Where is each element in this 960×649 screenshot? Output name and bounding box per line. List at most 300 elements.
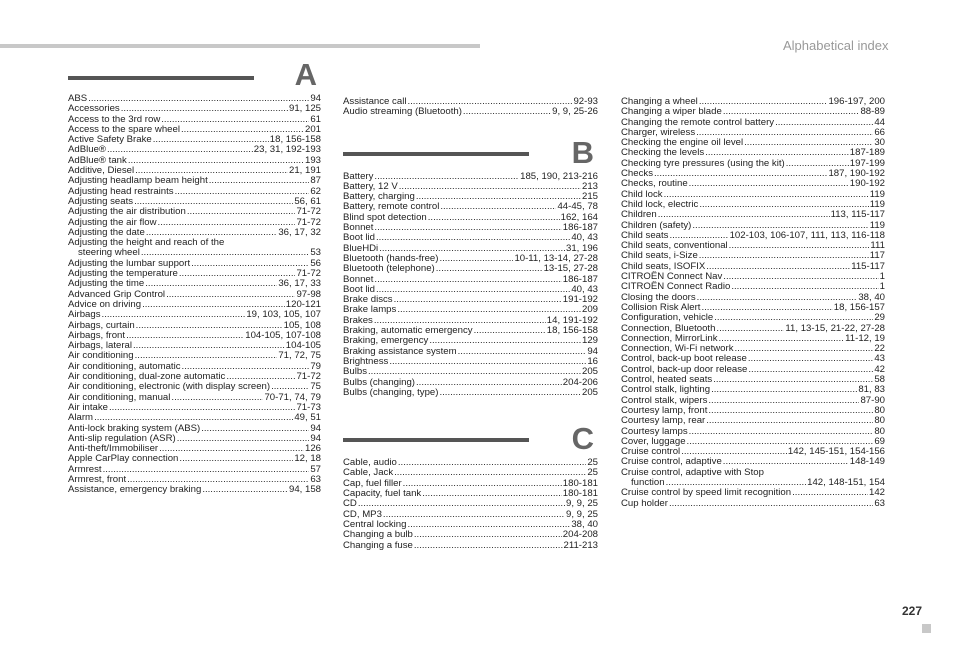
index-entry-term: Child seats bbox=[621, 229, 669, 241]
dot-leader bbox=[428, 213, 560, 223]
index-entry-pages: 190-192 bbox=[849, 178, 885, 190]
index-entry-term: AdBlue® tank bbox=[68, 154, 127, 166]
index-entry-pages: 186-187 bbox=[562, 222, 598, 234]
index-entry-term: CD, MP3 bbox=[343, 508, 382, 520]
dot-leader bbox=[209, 176, 310, 186]
section-letter: B bbox=[571, 134, 594, 170]
index-entry-term: Airbags, lateral bbox=[68, 340, 132, 352]
index-list-a-part1 bbox=[68, 94, 321, 496]
index-entry-term: Closing the doors bbox=[621, 291, 696, 303]
dot-leader bbox=[399, 182, 581, 192]
index-entry-term: Capacity, fuel tank bbox=[343, 488, 422, 500]
dot-leader bbox=[458, 347, 587, 357]
dot-leader bbox=[439, 254, 513, 264]
dot-leader bbox=[706, 416, 873, 426]
dot-leader bbox=[179, 454, 293, 464]
section-rule bbox=[68, 76, 254, 80]
index-entry-term: Child seats, ISOFIX bbox=[621, 260, 706, 272]
index-entry-pages: 80 bbox=[874, 404, 885, 416]
index-entry-term: Collision Risk Alert bbox=[621, 301, 701, 313]
index-entry bbox=[68, 310, 321, 320]
index-entry-term: Brakes bbox=[343, 314, 373, 326]
dot-leader bbox=[701, 303, 832, 313]
index-entry-pages: 71-72 bbox=[296, 371, 321, 383]
index-entry-term: Courtesy lamp, rear bbox=[621, 415, 706, 427]
index-entry-pages: 14, 191-192 bbox=[546, 314, 598, 326]
index-entry-pages: 204-208 bbox=[562, 529, 598, 541]
index-entry-term: Cruise control by speed limit recognition bbox=[621, 487, 792, 499]
dot-leader bbox=[716, 324, 784, 334]
index-column-2 bbox=[343, 97, 598, 551]
index-entry-term: Adjusting headlamp beam height bbox=[68, 175, 208, 187]
index-entry-term: Assistance, emergency braking bbox=[68, 484, 202, 496]
index-entry-pages: 16 bbox=[587, 355, 598, 367]
index-entry-term: CITROËN Connect Nav bbox=[621, 271, 723, 283]
index-entry-term: ABS bbox=[68, 93, 88, 104]
index-entry-pages: 40, 43 bbox=[571, 232, 598, 244]
index-entry-term: Checking the levels bbox=[621, 147, 705, 159]
index-entry-pages: 104-105 bbox=[285, 340, 321, 352]
index-entry-pages: 148-149 bbox=[849, 456, 885, 468]
index-entry bbox=[343, 357, 598, 367]
index-entry-pages: 1 bbox=[879, 281, 885, 293]
index-entry-pages: 42 bbox=[874, 363, 885, 375]
dot-leader bbox=[689, 427, 874, 437]
dot-leader bbox=[708, 396, 859, 406]
dot-leader bbox=[161, 115, 309, 125]
index-entry-term: Battery, 12 V bbox=[343, 180, 398, 192]
index-list-a-part2 bbox=[343, 97, 598, 118]
index-entry-term: Connection, Bluetooth bbox=[621, 322, 716, 334]
index-entry-pages: 180-181 bbox=[562, 488, 598, 500]
section-header-b bbox=[343, 126, 598, 172]
index-entry-term: Anti-theft/Immobiliser bbox=[68, 443, 159, 455]
index-entry-term: Anti-slip regulation (ASR) bbox=[68, 432, 176, 444]
index-entry-term: Braking, automatic emergency bbox=[343, 325, 473, 337]
dot-leader bbox=[729, 241, 870, 251]
index-entry-pages: 186-187 bbox=[562, 273, 598, 285]
index-entry bbox=[343, 107, 598, 117]
dot-leader bbox=[128, 156, 304, 166]
index-entry-term: Anti-lock braking system (ABS) bbox=[68, 422, 201, 434]
dot-leader bbox=[706, 262, 850, 272]
index-entry-pages: 62 bbox=[310, 185, 321, 197]
index-entry-term: CD bbox=[343, 498, 357, 510]
index-entry-pages: 111 bbox=[870, 240, 885, 252]
index-entry-pages: 63 bbox=[874, 497, 885, 509]
index-entry bbox=[343, 489, 598, 499]
index-entry-pages: 61 bbox=[310, 113, 321, 125]
dot-leader bbox=[439, 388, 581, 398]
index-entry-pages: 94 bbox=[310, 422, 321, 434]
index-entry-term: Air conditioning, manual bbox=[68, 391, 171, 403]
dot-leader bbox=[171, 393, 263, 403]
dot-leader bbox=[463, 107, 551, 117]
index-entry-pages: 92-93 bbox=[573, 96, 598, 107]
index-entry-pages: 36, 17, 33 bbox=[278, 278, 321, 290]
index-entry-pages: 30 bbox=[874, 137, 885, 149]
index-entry-pages: 71-72 bbox=[296, 268, 321, 280]
dot-leader bbox=[177, 434, 310, 444]
dot-leader bbox=[126, 331, 244, 341]
index-entry bbox=[343, 530, 598, 540]
index-entry-pages: 205 bbox=[581, 386, 598, 398]
index-entry-term: Charger, wireless bbox=[621, 126, 696, 138]
index-entry-term: Brake discs bbox=[343, 294, 393, 306]
index-entry-pages: 185, 190, 213-216 bbox=[520, 170, 598, 182]
index-entry-pages: 126 bbox=[304, 443, 321, 455]
dot-leader bbox=[374, 275, 561, 285]
index-entry-pages: 187, 190-192 bbox=[828, 168, 885, 180]
index-entry-term: Bulbs (changing) bbox=[343, 376, 415, 388]
index-entry-term: Advice on driving bbox=[68, 298, 142, 310]
index-entry-term: Changing a fuse bbox=[343, 539, 413, 551]
index-entry-term: Control, back-up boot release bbox=[621, 353, 747, 365]
dot-leader bbox=[416, 192, 581, 202]
index-list-c-part2 bbox=[621, 97, 885, 509]
index-entry-term: Child seats, i-Size bbox=[621, 250, 698, 262]
dot-leader bbox=[708, 406, 873, 416]
index-entry-term: steering wheel bbox=[78, 247, 140, 259]
index-entry bbox=[343, 275, 598, 285]
index-entry-pages: 56, 61 bbox=[294, 195, 321, 207]
index-entry-term: Checking the engine oil level bbox=[621, 137, 744, 149]
index-entry-pages: 12, 18 bbox=[294, 453, 321, 465]
index-entry-pages: 71-72 bbox=[296, 216, 321, 228]
index-entry-term: Adjusting the air flow bbox=[68, 216, 157, 228]
index-entry-term: function bbox=[631, 476, 665, 488]
index-entry-term: Assistance call bbox=[343, 96, 407, 107]
index-entry-pages: 209 bbox=[581, 304, 598, 316]
index-entry-term: Air conditioning, automatic bbox=[68, 360, 181, 372]
index-entry-pages: 120-121 bbox=[285, 298, 321, 310]
index-entry-pages: 119 bbox=[869, 198, 885, 210]
dot-leader bbox=[394, 468, 586, 478]
dot-leader bbox=[389, 357, 586, 367]
dot-leader bbox=[403, 479, 562, 489]
index-entry-pages: 162, 164 bbox=[560, 211, 598, 223]
index-entry-term: Armrest, front bbox=[68, 473, 127, 485]
dot-leader bbox=[191, 259, 309, 269]
index-entry-term: Boot lid bbox=[343, 283, 375, 295]
index-entry-term: Boot lid bbox=[343, 232, 375, 244]
index-entry-term: Changing a wheel bbox=[621, 96, 698, 107]
dot-leader bbox=[422, 489, 562, 499]
index-entry-pages: 19, 103, 105, 107 bbox=[246, 309, 321, 321]
dot-leader bbox=[159, 444, 304, 454]
index-entry-pages: 81, 83 bbox=[858, 384, 885, 396]
dot-leader bbox=[374, 223, 561, 233]
index-entry-pages: 18, 156-157 bbox=[833, 301, 885, 313]
index-entry-term: Alarm bbox=[68, 412, 94, 424]
index-entry-term: Checks, routine bbox=[621, 178, 688, 190]
index-entry-pages: 142, 148-151, 154 bbox=[807, 476, 885, 488]
dot-leader bbox=[153, 135, 269, 145]
index-entry-term: Brake lamps bbox=[343, 304, 397, 316]
index-entry-term: Courtesy lamp, front bbox=[621, 404, 708, 416]
dot-leader bbox=[414, 541, 563, 551]
dot-leader bbox=[158, 218, 296, 228]
index-entry-term: Armrest bbox=[68, 463, 102, 475]
index-entry-pages: 71, 72, 75 bbox=[278, 350, 321, 362]
index-entry-term: Child lock, electric bbox=[621, 198, 699, 210]
index-entry-pages: 36, 17, 32 bbox=[278, 226, 321, 238]
dot-leader bbox=[358, 499, 565, 509]
index-entry-pages: 115-117 bbox=[851, 260, 885, 272]
index-entry-term: Braking assistance system bbox=[343, 345, 457, 357]
index-entry-term: Central locking bbox=[343, 518, 407, 530]
index-entry-term: Control stalk, lighting bbox=[621, 384, 711, 396]
index-entry-pages: 44-45, 78 bbox=[557, 201, 598, 213]
index-entry-pages: 44 bbox=[874, 116, 885, 128]
page-number: 227 bbox=[902, 604, 923, 618]
index-entry bbox=[343, 388, 598, 398]
index-entry-term: Adjusting the height and reach of the bbox=[68, 237, 225, 249]
index-entry-pages: 97-98 bbox=[296, 288, 321, 300]
index-entry-term: Control, back-up door release bbox=[621, 363, 748, 375]
page-header-title: Alphabetical index bbox=[783, 38, 889, 53]
index-entry-term: Control, heated seats bbox=[621, 374, 713, 386]
dot-leader bbox=[145, 279, 277, 289]
index-entry-term: Audio streaming (Bluetooth) bbox=[343, 106, 462, 118]
index-entry-pages: 18, 156-158 bbox=[546, 325, 598, 337]
index-entry-pages: 25 bbox=[587, 457, 598, 469]
dot-leader bbox=[102, 310, 246, 320]
dot-leader bbox=[107, 145, 253, 155]
index-entry-term: Bulbs (changing, type) bbox=[343, 386, 439, 398]
index-entry-term: Active Safety Brake bbox=[68, 134, 152, 146]
index-entry-pages: 11-12, 19 bbox=[845, 332, 885, 344]
index-entry-term: BlueHDi bbox=[343, 242, 379, 254]
index-entry-pages: 117 bbox=[869, 250, 885, 262]
index-entry-term: Access to the spare wheel bbox=[68, 123, 180, 135]
index-entry-pages: 129 bbox=[581, 335, 598, 347]
index-entry-pages: 191-192 bbox=[562, 294, 598, 306]
index-entry-term: Connection, Wi-Fi network bbox=[621, 343, 734, 355]
dot-leader bbox=[109, 403, 295, 413]
index-entry-pages: 9, 9, 25 bbox=[565, 498, 598, 510]
index-entry bbox=[343, 213, 598, 223]
index-entry bbox=[68, 454, 321, 464]
section-letter: A bbox=[294, 57, 317, 92]
index-entry-pages: 18, 156-158 bbox=[269, 134, 321, 146]
dot-leader bbox=[414, 530, 562, 540]
dot-leader bbox=[383, 510, 565, 520]
index-entry-term: Control stalk, wipers bbox=[621, 394, 708, 406]
index-entry-term: Adjusting the lumbar support bbox=[68, 257, 191, 269]
dot-leader bbox=[133, 341, 285, 351]
corner-marker bbox=[922, 624, 931, 633]
index-entry-pages: 113, 115-117 bbox=[830, 209, 885, 221]
index-entry-pages: 21, 191 bbox=[288, 165, 321, 177]
index-entry-pages: 43 bbox=[874, 353, 885, 365]
index-entry bbox=[68, 413, 321, 423]
dot-leader bbox=[436, 264, 543, 274]
dot-leader bbox=[711, 385, 857, 395]
index-entry-term: Cover, luggage bbox=[621, 435, 686, 447]
index-entry-pages: 205 bbox=[581, 366, 598, 378]
index-entry-term: Configuration, vehicle bbox=[621, 312, 714, 324]
index-entry-pages: 38, 40 bbox=[571, 518, 598, 530]
index-entry-pages: 13-15, 27-28 bbox=[543, 263, 598, 275]
dot-leader bbox=[187, 207, 296, 217]
dot-leader bbox=[669, 499, 873, 509]
index-entry-pages: 10-11, 13-14, 27-28 bbox=[514, 252, 598, 264]
index-entry-pages: 142, 145-151, 154-156 bbox=[787, 446, 885, 458]
index-entry-term: Blind spot detection bbox=[343, 211, 427, 223]
section-rule bbox=[343, 152, 529, 156]
index-entry-pages: 119 bbox=[869, 188, 885, 200]
dot-leader bbox=[376, 233, 570, 243]
index-entry-term: Braking, emergency bbox=[343, 335, 429, 347]
dot-leader bbox=[201, 424, 309, 434]
index-entry-term: Bonnet bbox=[343, 222, 374, 234]
index-entry-term: Children (safety) bbox=[621, 219, 692, 231]
index-entry-term: Changing a bulb bbox=[343, 529, 413, 541]
index-entry-pages: 102-103, 106-107, 111, 113, 116-118 bbox=[729, 229, 885, 241]
index-entry-term: Child lock bbox=[621, 188, 663, 200]
index-entry-term: Adjusting the date bbox=[68, 226, 145, 238]
index-entry-term: Cup holder bbox=[621, 497, 668, 509]
index-entry-pages: 29 bbox=[874, 312, 885, 324]
index-entry-pages: 23, 31, 192-193 bbox=[253, 144, 321, 156]
section-header-c bbox=[343, 410, 598, 458]
index-entry bbox=[343, 541, 598, 551]
index-entry-pages: 142 bbox=[868, 487, 885, 499]
index-entry-pages: 215 bbox=[581, 191, 598, 203]
index-column-3 bbox=[621, 97, 885, 509]
dot-leader bbox=[88, 94, 309, 104]
header-rule bbox=[0, 44, 480, 48]
index-entry bbox=[343, 233, 598, 243]
index-entry-pages: 91, 125 bbox=[288, 103, 321, 115]
index-entry-pages: 49, 51 bbox=[294, 412, 321, 424]
index-entry-pages: 88-89 bbox=[860, 106, 885, 118]
index-entry-term: Cable, Jack bbox=[343, 467, 394, 479]
index-entry-term: Airbags bbox=[68, 309, 101, 321]
dot-leader bbox=[368, 367, 581, 377]
index-entry-pages: 119 bbox=[869, 219, 885, 231]
index-entry-pages: 105, 108 bbox=[283, 319, 321, 331]
index-entry-term: Apple CarPlay connection bbox=[68, 453, 179, 465]
index-entry-pages: 213 bbox=[581, 180, 598, 192]
dot-leader bbox=[394, 295, 562, 305]
dot-leader bbox=[103, 465, 310, 475]
dot-leader bbox=[723, 272, 878, 282]
index-entry-pages: 204-206 bbox=[562, 376, 598, 388]
index-entry-pages: 1 bbox=[879, 271, 885, 283]
index-entry-pages: 69 bbox=[874, 435, 885, 447]
index-entry-pages: 70-71, 74, 79 bbox=[264, 391, 321, 403]
dot-leader bbox=[94, 413, 293, 423]
index-entry bbox=[343, 223, 598, 233]
index-entry-term: Cable, audio bbox=[343, 457, 397, 469]
index-entry-term: Connection, MirrorLink bbox=[621, 332, 718, 344]
index-entry bbox=[621, 499, 885, 509]
dot-leader bbox=[792, 488, 868, 498]
index-entry-pages: 87 bbox=[310, 175, 321, 187]
index-entry-term: Air conditioning bbox=[68, 350, 134, 362]
index-entry-pages: 197-199 bbox=[849, 157, 885, 169]
dot-leader bbox=[398, 458, 586, 468]
dot-leader bbox=[474, 326, 546, 336]
index-entry-term: Air conditioning, electronic (with display screen) bbox=[68, 381, 271, 393]
index-entry-pages: 94, 158 bbox=[288, 484, 321, 496]
index-entry-term: Bluetooth (hands-free) bbox=[343, 252, 439, 264]
index-entry-term: Adjusting the temperature bbox=[68, 268, 178, 280]
index-entry-term: Bluetooth (telephone) bbox=[343, 263, 435, 275]
index-entry-pages: 40, 43 bbox=[571, 283, 598, 295]
dot-leader bbox=[714, 313, 873, 323]
index-entry-term: Cruise control, adaptive with Stop bbox=[621, 466, 764, 478]
index-entry bbox=[68, 403, 321, 413]
dot-leader bbox=[440, 202, 556, 212]
index-entry-pages: 79 bbox=[310, 360, 321, 372]
index-entry-term: Adjusting the air distribution bbox=[68, 206, 186, 218]
index-entry-pages: 71-72 bbox=[296, 206, 321, 218]
dot-leader bbox=[735, 344, 874, 354]
index-entry-pages: 94 bbox=[310, 432, 321, 444]
index-entry-pages: 22 bbox=[874, 343, 885, 355]
index-entry-pages: 58 bbox=[874, 374, 885, 386]
dot-leader bbox=[202, 485, 288, 495]
index-entry-pages: 25 bbox=[587, 467, 598, 479]
index-entry-term: Accessories bbox=[68, 103, 120, 115]
index-entry-pages: 38, 40 bbox=[858, 291, 885, 303]
index-entry-term: Advanced Grip Control bbox=[68, 288, 166, 300]
index-entry-term: Adjusting the time bbox=[68, 278, 145, 290]
index-entry-pages: 94 bbox=[587, 345, 598, 357]
dot-leader bbox=[731, 282, 878, 292]
index-entry-term: Battery bbox=[343, 170, 374, 182]
index-entry-term: Cruise control bbox=[621, 446, 681, 458]
index-entry-term: Checking tyre pressures (using the kit) bbox=[621, 157, 785, 169]
index-entry-term: AdBlue® bbox=[68, 144, 107, 156]
index-entry-pages: 31, 196 bbox=[565, 242, 598, 254]
index-list-c-part1 bbox=[343, 458, 598, 551]
index-entry-pages: 71-73 bbox=[296, 401, 321, 413]
index-entry-term: Airbags, front bbox=[68, 329, 126, 341]
index-entry-term: Adjusting head restraints bbox=[68, 185, 174, 197]
index-entry-term: Battery, charging bbox=[343, 191, 415, 203]
section-rule bbox=[343, 438, 529, 442]
index-entry-term: CITROËN Connect Radio bbox=[621, 281, 731, 293]
index-entry-term: Bonnet bbox=[343, 273, 374, 285]
index-entry-term: Adjusting seats bbox=[68, 195, 134, 207]
index-entry-term: Cap, fuel filler bbox=[343, 477, 402, 489]
index-entry-pages: 87-90 bbox=[860, 394, 885, 406]
index-entry-term: Additive, Diesel bbox=[68, 165, 135, 177]
section-letter: C bbox=[571, 421, 594, 457]
index-entry-term: Checks bbox=[621, 168, 653, 180]
dot-leader bbox=[175, 187, 310, 197]
index-entry-pages: 180-181 bbox=[562, 477, 598, 489]
section-header-a bbox=[68, 57, 321, 94]
index-column-1 bbox=[68, 57, 321, 496]
index-entry-pages: 57 bbox=[310, 463, 321, 475]
index-entry-term: Access to the 3rd row bbox=[68, 113, 161, 125]
index-entry-pages: 196-197, 200 bbox=[828, 96, 885, 107]
index-entry-pages: 94 bbox=[310, 93, 321, 104]
index-entry-pages: 80 bbox=[874, 425, 885, 437]
index-entry-term: Children bbox=[621, 209, 657, 221]
index-entry-term: Brightness bbox=[343, 355, 389, 367]
dot-leader bbox=[713, 375, 873, 385]
index-entry-term: Changing the remote control battery bbox=[621, 116, 775, 128]
index-entry-pages: 66 bbox=[874, 126, 885, 138]
dot-leader bbox=[775, 118, 873, 128]
dot-leader bbox=[166, 290, 295, 300]
